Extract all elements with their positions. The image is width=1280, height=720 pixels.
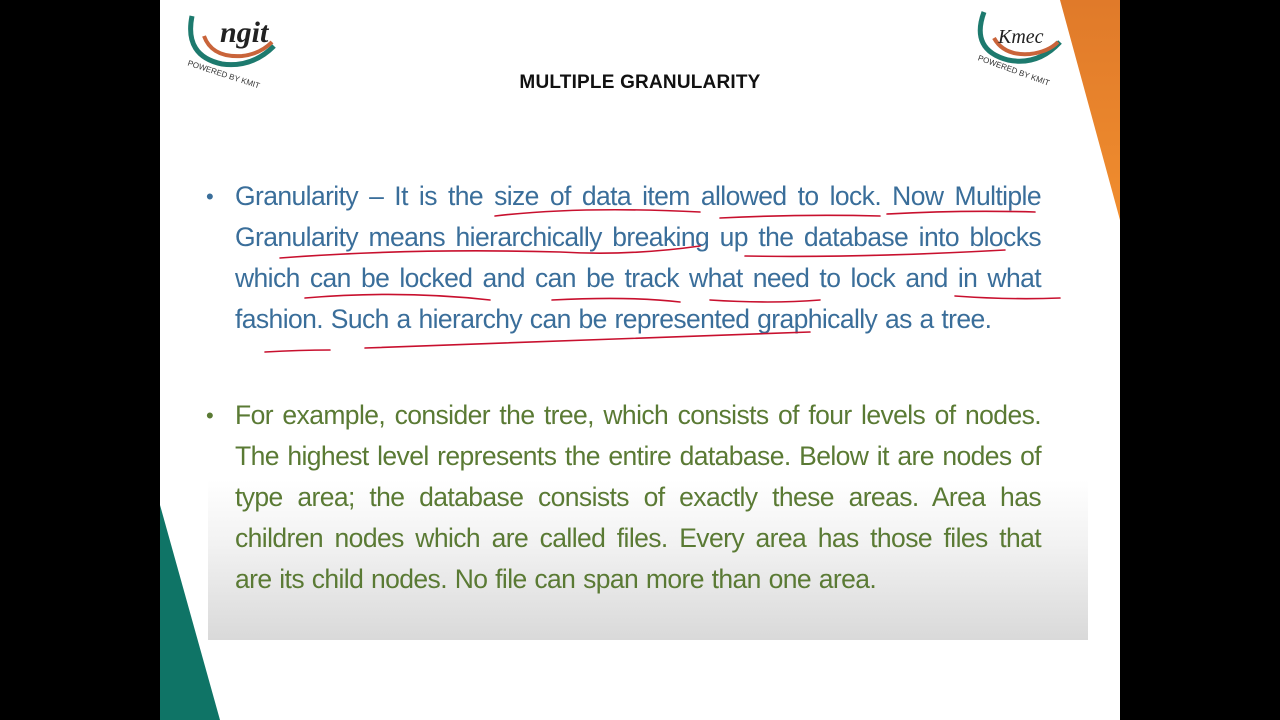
- logo-left-text: ngit: [220, 16, 269, 49]
- bullet-text: Granularity – It is the size of data item allowed to lock. Now Multiple Granularity means hierarchically breaking up the database into blocks which can be locked and can be track what need to lock and in what fashion. Such a hierarchy can be represented graphically as a tree.: [235, 181, 1041, 334]
- bullet-granularity: [206, 176, 1041, 340]
- bullet-marker: •: [206, 403, 214, 428]
- bullet-text: For example, consider the tree, which consists of four levels of nodes. The highest level represents the entire database. Below it are nodes of type area; the database consists of exactly these areas. Area has children nodes which are called files. Every area has those files that are its child nodes. No file can span more than one area.: [235, 400, 1041, 594]
- logo-right-tagline: POWERED BY KMIT: [976, 53, 1051, 88]
- bullet-example: [206, 395, 1041, 600]
- slide-title: MULTIPLE GRANULARITY: [519, 72, 761, 93]
- logo-left-tagline: POWERED BY KMIT: [186, 58, 261, 91]
- logo-right-text: Kmec: [998, 26, 1044, 48]
- slide: [160, 0, 1120, 720]
- bullet-marker: •: [206, 184, 214, 209]
